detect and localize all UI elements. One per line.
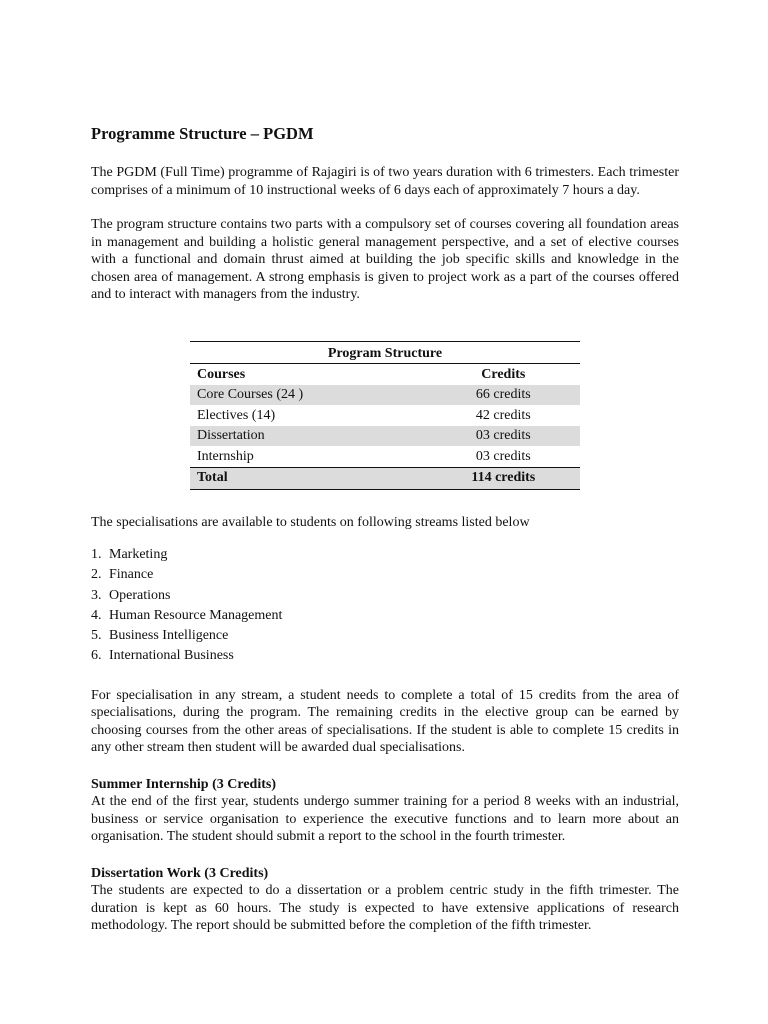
program-structure-table	[190, 341, 580, 490]
list-number: 2.	[91, 567, 102, 583]
list-label: International Business	[109, 648, 234, 664]
total-credits: 114 credits	[427, 467, 580, 489]
dissertation-heading: Dissertation Work (3 Credits)	[91, 865, 269, 881]
list-item	[91, 565, 679, 585]
document-title: Programme Structure – PGDM	[91, 124, 314, 143]
row-credits: 03 credits	[427, 426, 580, 447]
structure-paragraph: The program structure contains two parts with a compulsory set of courses covering all foundation areas in management and building a holistic general management perspective, and a set of elective courses with a functional and domain thrust aimed at building the job specific skills and knowledge in the chosen area of management. A strong emphasis is given to project work as a part of the courses offered and to interact with managers from the industry.	[91, 217, 679, 302]
list-label: Finance	[109, 567, 154, 583]
dissertation-text: The students are expected to do a dissertation or a problem centric study in the fifth trimester. The duration is kept as 60 hours. The study is expected to have extensive applications of research methodology. The report should be submitted before the completion of the fifth trimester.	[91, 883, 679, 934]
row-course: Electives (14)	[197, 407, 276, 423]
header-courses: Courses	[190, 363, 427, 385]
table-row	[190, 426, 580, 447]
row-credits: 03 credits	[475, 448, 531, 464]
table-caption: Program Structure	[190, 341, 580, 363]
total-label: Total	[190, 467, 427, 489]
row-course: Internship	[197, 448, 254, 464]
list-item	[91, 586, 679, 606]
list-item	[91, 646, 679, 666]
table-header-row	[190, 363, 580, 385]
list-number: 6.	[91, 648, 102, 664]
row-credits: 66 credits	[427, 385, 580, 406]
list-number: 3.	[91, 587, 102, 603]
list-label: Business Intelligence	[109, 628, 229, 644]
document-page	[91, 124, 679, 935]
table-row	[190, 385, 580, 406]
row-credits: 42 credits	[475, 407, 531, 423]
list-item	[91, 545, 679, 565]
list-number: 4.	[91, 607, 102, 623]
list-item	[91, 606, 679, 626]
header-credits: Credits	[427, 363, 580, 385]
table-total-row	[190, 467, 580, 489]
table-row	[190, 405, 580, 426]
list-item	[91, 626, 679, 646]
intro-paragraph: The PGDM (Full Time) programme of Rajagiri is of two years duration with 6 trimesters. Each trimester comprises of a minimum of 10 instructional weeks of 6 days each of approximately 7 hours a day.	[91, 165, 679, 198]
list-number: 1.	[91, 547, 102, 562]
program-structure-table-wrapper	[190, 341, 580, 490]
table-row	[190, 446, 580, 467]
list-label: Operations	[109, 587, 171, 603]
summer-internship-heading: Summer Internship (3 Credits)	[91, 776, 276, 792]
streams-list	[91, 545, 679, 667]
specialisation-paragraph: For specialisation in any stream, a student needs to complete a total of 15 credits from the area of specialisations, during the program. The remaining credits in the elective group can be earned by choosing courses from the other areas of specialisations. If the student is able to complete 15 credits in any other stream then student will be awarded dual specialisations.	[91, 687, 679, 756]
row-course: Core Courses (24 )	[190, 385, 427, 406]
list-label: Human Resource Management	[109, 607, 283, 623]
list-label: Marketing	[109, 547, 168, 562]
list-number: 5.	[91, 628, 102, 644]
streams-intro: The specialisations are available to students on following streams listed below	[91, 514, 530, 530]
row-course: Dissertation	[190, 426, 427, 447]
summer-internship-text: At the end of the first year, students undergo summer training for a period 8 weeks with an industrial, business or service organisation to experience the executive functions and to learn more about an organisation. The student should submit a report to the school in the fourth trimester.	[91, 794, 679, 845]
